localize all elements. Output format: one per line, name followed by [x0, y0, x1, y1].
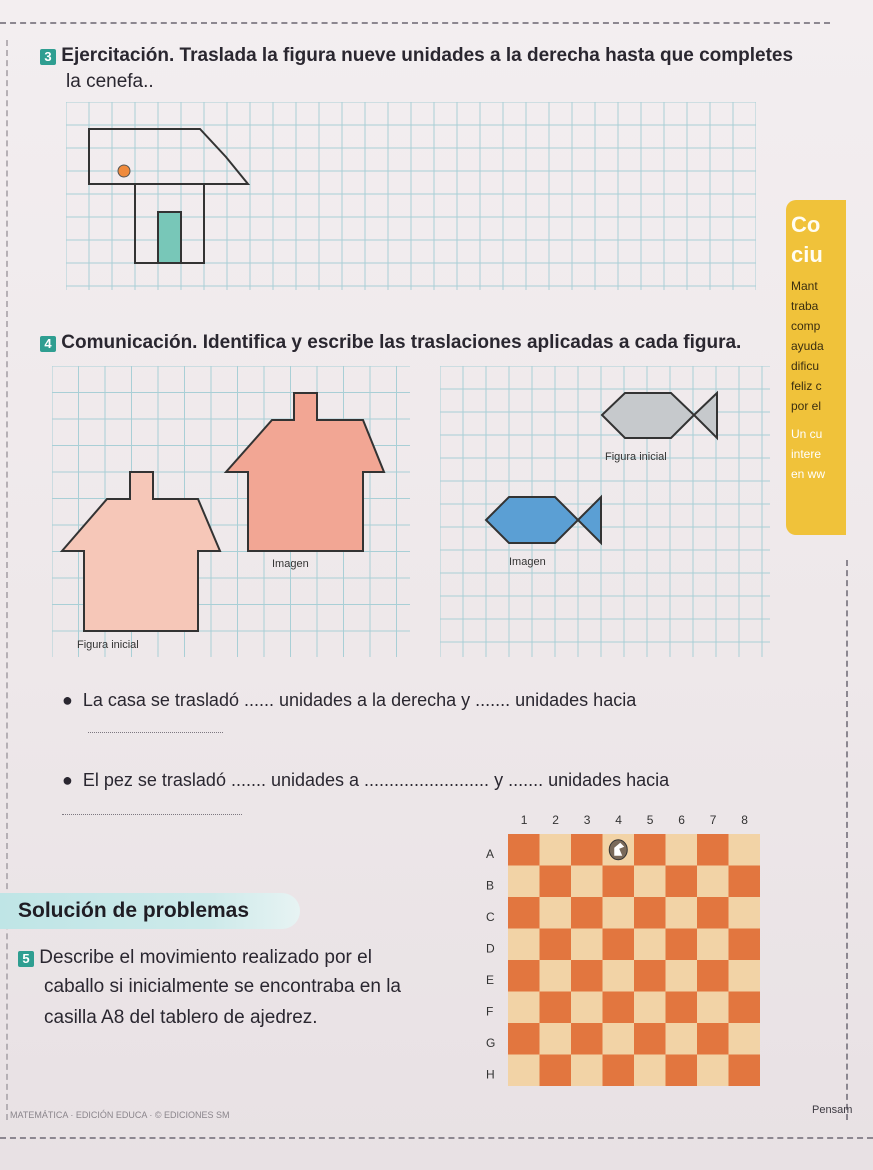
board-square-E8[interactable]	[729, 960, 761, 992]
exercise-3-line2: la cenefa..	[66, 71, 154, 92]
house-window-circle	[118, 165, 130, 177]
exercise-5-line2: caballo si inicialmente se encontraba en la	[44, 976, 401, 997]
board-row-label: A	[486, 846, 495, 861]
board-square-G3[interactable]	[571, 1023, 603, 1055]
exercise-5-line3: casilla A8 del tablero de ajedrez.	[44, 1007, 318, 1028]
house-image-shape	[226, 393, 384, 551]
fish-translation-grid[interactable]	[440, 366, 770, 658]
sidebar-line: por el	[791, 399, 822, 413]
sidebar-line: Co	[791, 212, 821, 237]
fish-image-label: Imagen	[509, 556, 546, 568]
sidebar-line: comp	[791, 319, 821, 333]
board-square-E1[interactable]	[508, 960, 540, 992]
board-square-A7[interactable]	[697, 834, 729, 866]
board-square-E4[interactable]	[603, 960, 635, 992]
board-square-F8[interactable]	[729, 992, 761, 1024]
exercise-3-statement	[40, 44, 830, 68]
sidebar-line: dificu	[791, 359, 820, 373]
board-square-G4[interactable]	[603, 1023, 635, 1055]
cut-line-left	[6, 40, 8, 1120]
sidebar-line: intere	[791, 447, 822, 461]
board-square-C1[interactable]	[508, 897, 540, 929]
board-square-G1[interactable]	[508, 1023, 540, 1055]
sidebar-line: Mant	[791, 279, 818, 293]
exercise-5-statement	[18, 946, 478, 970]
fish-initial-label: Figura inicial	[605, 451, 667, 463]
board-square-H1[interactable]	[508, 1055, 540, 1087]
exercise-4-statement	[40, 331, 785, 355]
board-row-label: G	[486, 1035, 496, 1050]
board-square-A8[interactable]	[729, 834, 761, 866]
board-square-H4[interactable]	[603, 1055, 635, 1087]
house-initial-label: Figura inicial	[77, 639, 139, 651]
answer-line-house[interactable]	[88, 732, 223, 733]
board-square-D7[interactable]	[697, 929, 729, 961]
board-square-H3[interactable]	[571, 1055, 603, 1087]
board-row-label: B	[486, 878, 495, 893]
question-house-text[interactable]: La casa se trasladó ...... unidades a la derecha y ....... unidades hacia	[82, 690, 637, 710]
board-row-label: C	[486, 909, 495, 924]
board-square-D5[interactable]	[634, 929, 666, 961]
board-square-H6[interactable]	[666, 1055, 698, 1087]
board-square-G6[interactable]	[666, 1023, 698, 1055]
exercise-4-number: 4	[40, 336, 56, 352]
board-column-label: 1	[520, 813, 528, 827]
board-column-label: 7	[709, 813, 717, 827]
info-sidebar	[786, 200, 846, 535]
board-column-label: 8	[741, 813, 748, 827]
board-square-C4[interactable]	[603, 897, 635, 929]
sidebar-line: en ww	[791, 467, 826, 481]
exercise-4-title: Comunicación. Identifica y escribe las traslaciones aplicadas a cada figura.	[61, 332, 742, 353]
board-square-D4[interactable]	[603, 929, 635, 961]
board-square-C2[interactable]	[540, 897, 572, 929]
bullet-icon: ●	[62, 690, 83, 710]
footer-left: MATEMÁTICA · EDICIÓN EDUCA · © EDICIONES SM	[10, 1110, 230, 1120]
fish-initial-tail	[694, 393, 717, 438]
board-row-label: H	[486, 1067, 495, 1082]
exercise-5-number: 5	[18, 951, 34, 967]
board-square-H7[interactable]	[697, 1055, 729, 1087]
footer-right: Pensam	[812, 1104, 853, 1116]
house-initial-shape	[62, 472, 220, 631]
board-square-H2[interactable]	[540, 1055, 572, 1087]
board-row-label: D	[486, 941, 495, 956]
section-header-text: Solución de problemas	[18, 899, 250, 922]
sidebar-line: traba	[791, 299, 819, 313]
board-square-F3[interactable]	[571, 992, 603, 1024]
sidebar-line: ciu	[791, 242, 823, 267]
board-square-C8[interactable]	[729, 897, 761, 929]
board-square-F7[interactable]	[697, 992, 729, 1024]
board-square-F5[interactable]	[634, 992, 666, 1024]
board-square-A1[interactable]	[508, 834, 540, 866]
board-column-label: 2	[552, 813, 559, 827]
board-square-G2[interactable]	[540, 1023, 572, 1055]
board-square-F4[interactable]	[603, 992, 635, 1024]
board-square-E6[interactable]	[666, 960, 698, 992]
board-square-F6[interactable]	[666, 992, 698, 1024]
knight-piece-icon[interactable]	[609, 840, 627, 860]
board-square-B5[interactable]	[634, 866, 666, 898]
cut-line-top	[0, 22, 830, 24]
board-column-label: 5	[646, 813, 654, 827]
sidebar-line: Un cu	[791, 427, 823, 441]
board-square-D6[interactable]	[666, 929, 698, 961]
house-translation-grid[interactable]	[52, 366, 412, 658]
board-square-D1[interactable]	[508, 929, 540, 961]
board-square-E7[interactable]	[697, 960, 729, 992]
question-house	[62, 688, 636, 712]
board-square-A6[interactable]	[666, 834, 698, 866]
section-header	[0, 893, 300, 929]
board-square-G8[interactable]	[729, 1023, 761, 1055]
board-square-C6[interactable]	[666, 897, 698, 929]
board-square-H8[interactable]	[729, 1055, 761, 1087]
board-square-A2[interactable]	[540, 834, 572, 866]
question-fish-text[interactable]: El pez se trasladó ....... unidades a ......................... y ....... unidades hacia	[82, 770, 670, 790]
board-square-C5[interactable]	[634, 897, 666, 929]
sidebar-line: ayuda	[791, 339, 824, 353]
question-fish	[62, 768, 669, 792]
board-square-B4[interactable]	[603, 866, 635, 898]
board-square-E5[interactable]	[634, 960, 666, 992]
chessboard[interactable]	[478, 808, 768, 1138]
board-square-B8[interactable]	[729, 866, 761, 898]
board-square-B7[interactable]	[697, 866, 729, 898]
house-image-label: Imagen	[272, 558, 309, 570]
board-square-G5[interactable]	[634, 1023, 666, 1055]
board-square-E2[interactable]	[540, 960, 572, 992]
board-square-B3[interactable]	[571, 866, 603, 898]
board-column-label: 6	[678, 813, 685, 827]
board-square-F2[interactable]	[540, 992, 572, 1024]
board-square-E3[interactable]	[571, 960, 603, 992]
board-square-B6[interactable]	[666, 866, 698, 898]
board-square-F1[interactable]	[508, 992, 540, 1024]
board-square-A3[interactable]	[571, 834, 603, 866]
exercise-3-number: 3	[40, 49, 56, 65]
board-square-D8[interactable]	[729, 929, 761, 961]
sidebar-line: feliz c	[791, 379, 822, 393]
board-square-D3[interactable]	[571, 929, 603, 961]
fish-initial-body	[602, 393, 694, 438]
board-square-G7[interactable]	[697, 1023, 729, 1055]
exercise-5-line1: Describe el movimiento realizado por el	[39, 947, 372, 968]
board-square-C3[interactable]	[571, 897, 603, 929]
board-square-B2[interactable]	[540, 866, 572, 898]
exercise-3-grid[interactable]	[66, 102, 756, 292]
board-square-A5[interactable]	[634, 834, 666, 866]
board-column-label: 3	[583, 813, 591, 827]
board-square-B1[interactable]	[508, 866, 540, 898]
board-square-H5[interactable]	[634, 1055, 666, 1087]
answer-line-fish[interactable]	[62, 814, 242, 815]
board-square-C7[interactable]	[697, 897, 729, 929]
exercise-3-line1: Ejercitación. Traslada la figura nueve unidades a la derecha hasta que completes	[61, 45, 794, 66]
board-column-label: 4	[615, 813, 622, 827]
house-door	[158, 212, 181, 263]
board-row-label: F	[486, 1004, 494, 1019]
bullet-icon: ●	[62, 770, 83, 790]
board-square-D2[interactable]	[540, 929, 572, 961]
board-row-label: E	[486, 972, 495, 987]
cut-line-right	[846, 560, 848, 1120]
house-roof-outline	[89, 129, 248, 184]
